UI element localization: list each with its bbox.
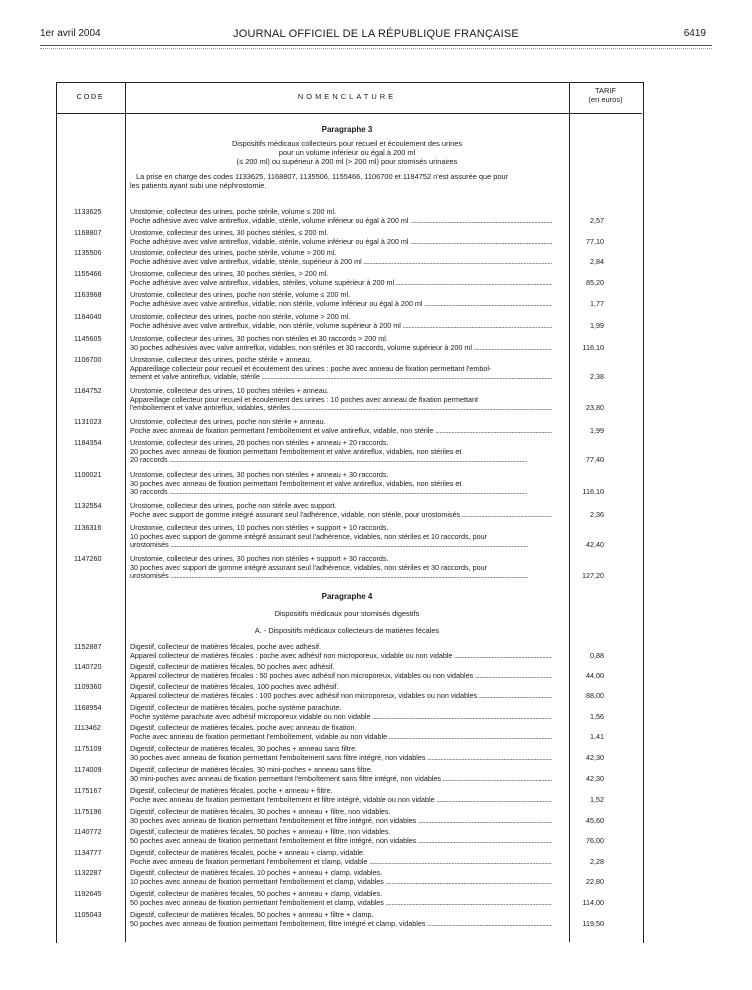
section-3-note-2: les patients ayant subi une néphrostomie.	[130, 181, 267, 190]
row-description	[130, 471, 552, 497]
row-code: 1168954	[74, 703, 102, 712]
row-description-line: 10 poches avec anneau de fixation permettant l'emboîtement et clamp, vidables .....	[130, 878, 552, 887]
row-description-line: Appareil collecteur de matières fécales : 50 poches avec adhésif non microporeux, vidables ou non vidables .....	[130, 672, 552, 681]
row-description-line: Urostomie, collecteur des urines, poche non stérile + anneau.	[130, 418, 326, 426]
row-code: 1175167	[74, 786, 102, 795]
row-description-line: urostomisés .....	[130, 572, 552, 581]
row-description-line: Digestif, collecteur de matières fécales, 50 poches avec adhésif.	[130, 663, 335, 671]
row-description-line: Urostomie, collecteur des urines, 10 poches non stériles + support + 10 raccords.	[130, 524, 389, 532]
row-tarif: 1,41	[590, 731, 604, 741]
row-code: 1140772	[74, 827, 102, 836]
row-tarif: 116,10	[582, 487, 604, 496]
row-description-line: Urostomie, collecteur des urines, 30 poches stériles, > 200 ml.	[130, 270, 329, 278]
row-code: 1147260	[74, 554, 102, 563]
row-description-line: Digestif, collecteur de matières fécales, poche système parachute.	[130, 704, 342, 712]
row-description-line: Digestif, collecteur de matières fécales, poche avec anneau de fixation.	[130, 724, 357, 732]
row-description	[130, 890, 552, 907]
row-description	[130, 745, 552, 762]
row-code: 1132287	[74, 868, 102, 877]
row-description-line: Digestif, collecteur de matières fécales, 50 poches + anneau + clamp, vidables.	[130, 890, 383, 898]
row-code: 1175109	[74, 744, 102, 753]
row-description-line: Urostomie, collecteur des urines, poche non stérile, volume ≤ 200 ml.	[130, 291, 351, 299]
section-4-title: Paragraphe 4	[321, 592, 373, 601]
row-code: 1164040	[74, 312, 102, 321]
row-description-line: Urostomie, collecteur des urines, poche non stérile avec support.	[130, 502, 337, 510]
row-description	[130, 356, 552, 382]
row-tarif: 1,99	[590, 425, 604, 435]
row-description-line: 50 poches avec anneau de fixation permettant l'emboîtement, filtre intégré et clamp, vidables .....	[130, 920, 552, 929]
row-code: 1133625	[74, 207, 102, 216]
header-rule	[40, 45, 712, 46]
row-description-line: Poche avec anneau de fixation permettant l'emboîtement et valve antireflux, vidable, non stérile .....	[130, 427, 552, 436]
row-code: 1131023	[74, 417, 102, 426]
row-code: 1168807	[74, 228, 102, 237]
row-tarif: 76,00	[586, 835, 604, 845]
row-description-line: Poche avec support de gomme intégré assurant seul l'adhérence, vidable, non stérile, pour urostomisés .....	[130, 511, 552, 520]
row-description	[130, 524, 552, 550]
row-description-line: Urostomie, collecteur des urines, 30 poches non stériles et 30 raccords > 200 ml.	[130, 335, 388, 343]
row-description-line: Digestif, collecteur de matières fécales, poche avec adhésif.	[130, 643, 321, 651]
row-tarif: 1,52	[590, 794, 604, 804]
row-description	[130, 849, 552, 866]
row-description-line: Urostomie, collecteur des urines, 30 poches non stériles + anneau + 30 raccords.	[130, 471, 389, 479]
row-tarif: 42,40	[586, 540, 604, 549]
row-description-line: 30 poches adhésives avec valve antireflux, vidables, non stériles et 30 raccords, volume supérieur à 200 ml .....	[130, 344, 552, 353]
row-tarif: 2,28	[590, 856, 604, 866]
column-header-tarif-unit: (en euros)	[588, 95, 623, 104]
column-header-nomenclature: NOMENCLATURE	[297, 92, 397, 101]
row-description	[130, 502, 552, 519]
row-code: 1174009	[74, 765, 102, 774]
row-tarif: 2,36	[590, 509, 604, 519]
section-4-subsection: A. - Dispositifs médicaux collecteurs de matières fécales	[254, 626, 440, 635]
row-description-line: Digestif, collecteur de matières fécales, 100 poches avec adhésif.	[130, 683, 339, 691]
row-tarif: 2,57	[590, 215, 604, 225]
row-tarif: 116,10	[582, 342, 604, 352]
row-description-line: Poche avec anneau de fixation permettant l'emboîtement, vidable ou non vidable .....	[130, 733, 552, 742]
section-3-subtitle-1: Dispositifs médicaux collecteurs pour recueil et écoulement des urines	[231, 139, 463, 148]
row-tarif: 0,88	[590, 650, 604, 660]
row-description-line: Urostomie, collecteur des urines, 30 poches non stériles + support + 30 raccords.	[130, 555, 389, 563]
row-description-line: Poche adhésive avec valve antireflux, vidables, stériles, volume supérieur à 200 ml .....	[130, 279, 552, 288]
row-tarif: 2,84	[590, 256, 604, 266]
row-description-line: Appareil collecteur de matières fécales : 100 poches avec adhésif non microporeux, vidables ou non vidables .....	[130, 692, 552, 701]
row-description	[130, 229, 552, 246]
row-tarif: 23,80	[586, 403, 604, 412]
row-description-line: 30 poches avec support de gomme intégré assurant seul l'adhérence, vidables, non stériles et 30 raccords, pour	[130, 563, 487, 572]
row-description-line: tement et valve antireflux, vidable, stérile .....	[130, 373, 552, 382]
row-description	[130, 911, 552, 928]
row-code: 1184752	[74, 386, 102, 395]
row-description-line: Poche adhésive avec valve antireflux, vidable, stérile, supérieur à 200 ml .....	[130, 258, 552, 267]
row-description-line: 50 poches avec anneau de fixation permettant l'emboîtement et clamp, vidables .....	[130, 899, 552, 908]
row-description-line: 30 raccords .....	[130, 488, 552, 497]
row-tarif: 1,99	[590, 320, 604, 330]
row-description	[130, 208, 552, 225]
row-description-line: Urostomie, collecteur des urines, 30 poches stériles, ≤ 200 ml.	[130, 229, 329, 237]
row-description-line: urostomisés .....	[130, 541, 552, 550]
row-description-line: Digestif, collecteur de matières fécales, poche + anneau + clamp, vidable.	[130, 849, 365, 857]
row-description	[130, 869, 552, 886]
row-description-line: 10 poches avec support de gomme intégré assurant seul l'adhérence, vidables, non stériles et 10 raccords, pour	[130, 532, 487, 541]
header-date: 1er avril 2004	[40, 28, 101, 39]
row-description-line: 30 mini-poches avec anneau de fixation permettant l'emboîtement sans filtre intégré, non vidables .....	[130, 775, 552, 784]
row-code: 1184354	[74, 438, 102, 447]
row-code: 1145605	[74, 334, 102, 343]
row-tarif: 1,56	[590, 711, 604, 721]
row-tarif: 114,00	[582, 897, 604, 907]
row-description-line: Urostomie, collecteur des urines, 10 poches stériles + anneau.	[130, 387, 329, 395]
row-tarif: 42,30	[586, 773, 604, 783]
row-tarif: 77,10	[586, 236, 604, 246]
row-code: 1132554	[74, 501, 102, 510]
row-description	[130, 704, 552, 721]
row-code: 1140720	[74, 662, 102, 671]
row-description-line: Urostomie, collecteur des urines, poche stérile, volume > 200 ml.	[130, 249, 337, 257]
row-code: 1163968	[74, 290, 102, 299]
row-description-line: l'emboîtement et valve antireflux, vidables, stériles .....	[130, 404, 552, 413]
row-code: 1192645	[74, 889, 102, 898]
row-description-line: Digestif, collecteur de matières fécales, 50 poches + anneau + filtre, non vidables.	[130, 828, 391, 836]
row-description-line: Poche avec anneau de fixation permettant l'emboîtement et clamp, vidable .....	[130, 858, 552, 867]
row-description-line: Urostomie, collecteur des urines, poche stérile, volume ≤ 200 ml.	[130, 208, 337, 216]
row-description-line: Urostomie, collecteur des urines, poche stérile + anneau.	[130, 356, 312, 364]
row-tarif: 42,30	[586, 752, 604, 762]
row-description-line: Appareillage collecteur pour recueil et écoulement des urines : 10 poches avec anneau de fixation permettant	[130, 395, 479, 404]
row-description-line: 50 poches avec anneau de fixation permettant l'emboîtement et filtre intégré, non vidables .....	[130, 837, 552, 846]
row-description	[130, 683, 552, 700]
row-description-line: Digestif, collecteur de matières fécales, poche + anneau + filtre.	[130, 787, 333, 795]
column-header-code: CODE	[76, 92, 105, 101]
row-code: 1113462	[74, 723, 101, 732]
section-4-subtitle: Dispositifs médicaux pour stomisés digestifs	[274, 609, 420, 618]
row-description-line: 30 poches avec anneau de fixation permettant l'emboîtement et filtre intégré, non vidables .....	[130, 817, 552, 826]
page-number: 6419	[683, 28, 706, 39]
row-tarif: 22,80	[586, 876, 604, 886]
row-description	[130, 787, 552, 804]
row-description	[130, 828, 552, 845]
row-description-line: Poche adhésive avec valve antireflux, vidable, stérile, volume inférieur ou égal à 200 ml .....	[130, 238, 552, 247]
row-code: 1109360	[74, 682, 102, 691]
row-tarif: 127,20	[582, 571, 604, 580]
row-tarif: 119,50	[582, 918, 604, 928]
row-description	[130, 663, 552, 680]
row-description-line: Digestif, collecteur de matières fécales, 50 poches + anneau + filtre + clamp.	[130, 911, 374, 919]
row-description	[130, 387, 552, 413]
row-tarif: 85,20	[586, 277, 604, 287]
row-description-line: Digestif, collecteur de matières fécales, 30 poches + anneau + filtre, non vidables.	[130, 808, 391, 816]
row-description	[130, 724, 552, 741]
row-description	[130, 643, 552, 660]
row-description-line: Digestif, collecteur de matières fécales, 30 poches + anneau sans filtre.	[130, 745, 358, 753]
row-description-line: 20 poches avec anneau de fixation permettant l'emboîtement et valve antireflux, vidables, non stériles et	[130, 447, 462, 456]
row-tarif: 2,38	[590, 372, 604, 381]
section-3-subtitle-2: pour un volume inférieur ou égal à 200 ml	[278, 148, 416, 157]
row-description	[130, 313, 552, 330]
row-description	[130, 555, 552, 581]
row-description-line: Urostomie, collecteur des urines, 20 poches non stériles + anneau + 20 raccords.	[130, 439, 389, 447]
row-description	[130, 249, 552, 266]
row-code: 1135506	[74, 248, 102, 257]
row-description-line: Poche adhésive avec valve antireflux, vidable, stérile, volume inférieur ou égal à 200 ml .....	[130, 217, 552, 226]
section-3-subtitle-3: (≤ 200 ml) ou supérieur à 200 ml (> 200 ml) pour stomisés urinaires	[236, 157, 458, 166]
row-code: 1136316	[74, 523, 102, 532]
row-description-line: Appareillage collecteur pour recueil et écoulement des urines : poche avec anneau de fixation permettant l'embol-	[130, 364, 492, 373]
row-tarif: 88,00	[586, 690, 604, 700]
row-description-line: Poche adhésive avec valve antireflux, vidable, non stérile, volume inférieur ou égal à 200 ml .....	[130, 300, 552, 309]
row-description	[130, 418, 552, 435]
column-header-tarif	[569, 86, 642, 104]
row-description	[130, 335, 552, 352]
row-code: 1106700	[74, 355, 102, 364]
row-tarif: 44,00	[586, 670, 604, 680]
row-code: 1134777	[74, 848, 102, 857]
row-tarif: 1,77	[590, 298, 604, 308]
row-description-line: Urostomie, collecteur des urines, poche non stérile, volume > 200 ml.	[130, 313, 351, 321]
row-description	[130, 439, 552, 465]
row-description-line: Poche avec anneau de fixation permettant l'emboîtement et filtre intégré, vidable ou non vidable .....	[130, 796, 552, 805]
table-header-rule	[56, 113, 642, 114]
row-description-line: Poche système parachute avec adhésif microporeux vidable ou non vidable .....	[130, 713, 552, 722]
row-description	[130, 808, 552, 825]
header-rule-dotted	[40, 48, 712, 49]
row-description	[130, 291, 552, 308]
column-divider-tarif	[569, 82, 570, 942]
row-description-line: Digestif, collecteur de matières fécales, 30 mini-poches + anneau sans filtre.	[130, 766, 373, 774]
column-divider-code	[125, 82, 126, 942]
row-tarif: 77,40	[586, 455, 604, 464]
header-title: JOURNAL OFFICIEL DE LA RÉPUBLIQUE FRANÇAISE	[233, 28, 519, 40]
row-description-line: 20 raccords .....	[130, 456, 552, 465]
row-code: 1152887	[74, 642, 102, 651]
column-header-tarif-label: TARIF	[594, 86, 617, 95]
section-3-note-1: La prise en charge des codes 1133625, 1168807, 1135506, 1155466, 1106700 et 1184752 n'est assurée que pour	[136, 172, 509, 181]
row-description-line: Poche adhésive avec valve antireflux, vidable, non stérile, volume supérieur à 200 ml .....	[130, 322, 552, 331]
row-description-line: Appareil collecteur de matières fécales : poche avec adhésif non microporeux, vidable ou non vidable .....	[130, 652, 552, 661]
row-description-line: 30 poches avec anneau de fixation permettant l'emboîtement sans filtre intégré, non vidables .....	[130, 754, 552, 763]
row-code: 1155466	[74, 269, 102, 278]
row-description	[130, 270, 552, 287]
row-description-line: Digestif, collecteur de matières fécales, 10 poches + anneau + clamp, vidables.	[130, 869, 383, 877]
section-3-title: Paragraphe 3	[321, 125, 373, 134]
row-code: 1100021	[74, 470, 102, 479]
row-tarif: 45,60	[586, 815, 604, 825]
row-description-line: 30 poches avec anneau de fixation permettant l'emboîtement et valve antireflux, vidables, non stériles et	[130, 479, 462, 488]
row-code: 1105043	[74, 910, 102, 919]
row-code: 1175196	[74, 807, 102, 816]
row-description	[130, 766, 552, 783]
